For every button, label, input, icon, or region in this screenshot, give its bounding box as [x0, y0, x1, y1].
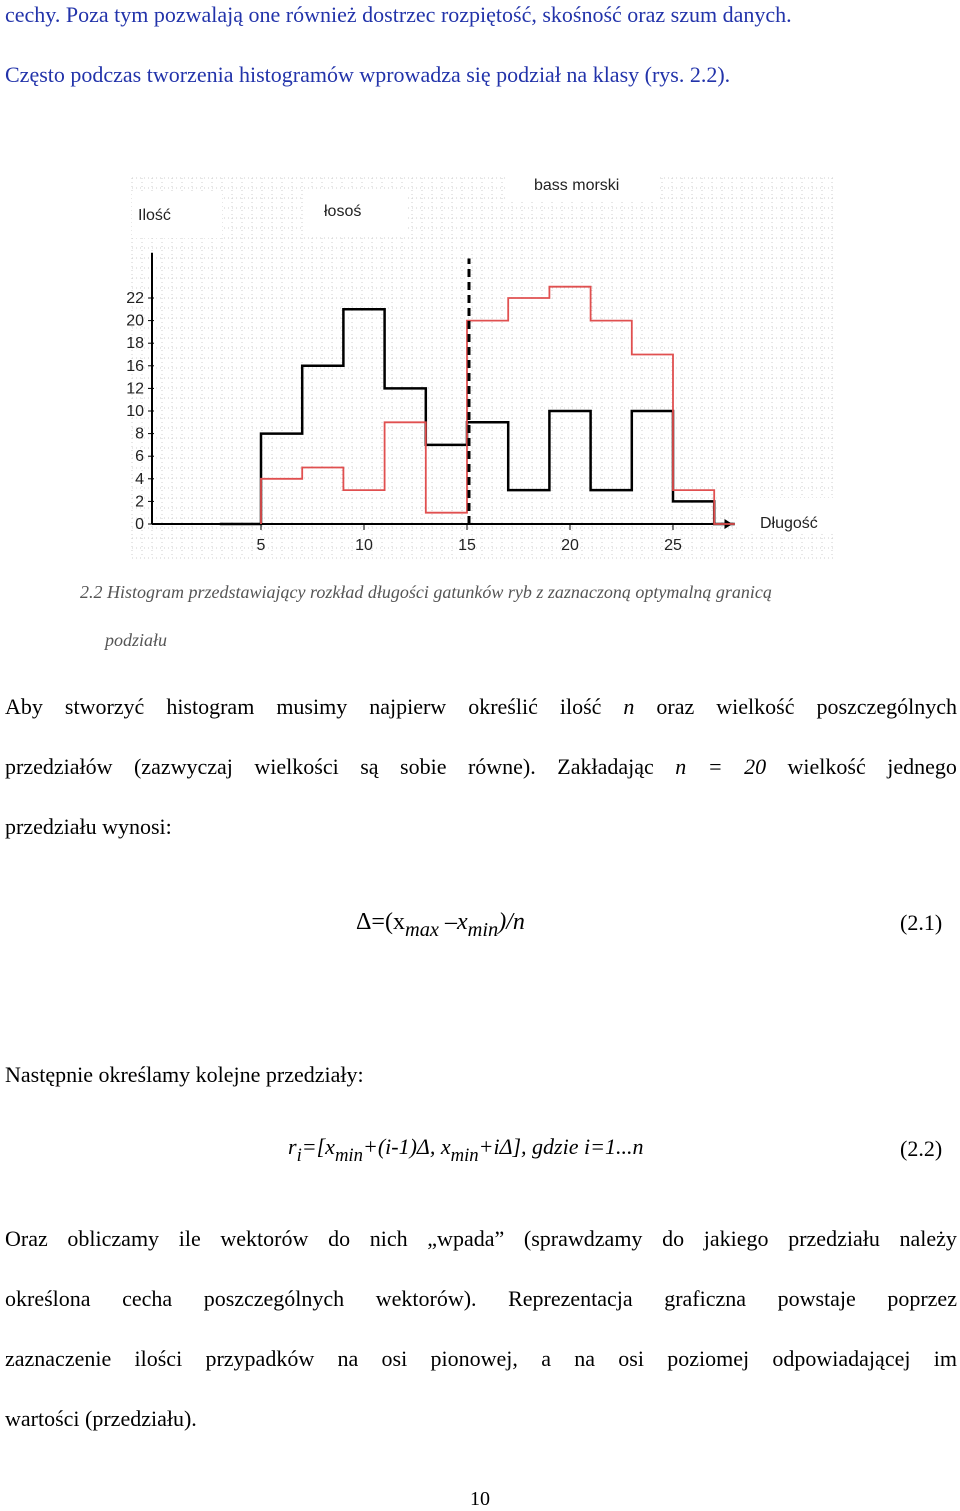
word: musimy [276, 694, 348, 719]
word: należy [899, 1226, 957, 1251]
formula-2-1 [356, 909, 525, 942]
paragraph-3-line-3 [5, 1346, 957, 1372]
y-tick-label: 10 [126, 403, 144, 420]
word: stworzyć [64, 694, 145, 719]
x-tick-label: 10 [355, 537, 373, 554]
word: „wpada” [427, 1226, 505, 1251]
word: wielkość [787, 754, 866, 779]
formula-2-2-number: (2.2) [900, 1136, 943, 1161]
paragraph-3-line-2 [5, 1286, 957, 1312]
word: n [675, 754, 687, 779]
line2-text: Często podczas tworzenia histogramów wprowadza się podział na klasy (rys. 2.2). [5, 62, 731, 87]
x-tick-label: 20 [561, 537, 579, 554]
series-line-salmon [220, 309, 735, 524]
text-line-2 [5, 62, 730, 88]
formula-2-2 [288, 1134, 644, 1166]
y-tick-label: 4 [135, 470, 144, 488]
word: osi [618, 1346, 644, 1371]
y-tick-label: 6 [135, 448, 144, 466]
formula1-part: Δ=(x [356, 909, 405, 935]
word: a [541, 1346, 551, 1371]
word: określona [5, 1286, 91, 1311]
word: określić [468, 694, 538, 719]
word: jakiego [703, 1226, 769, 1251]
word: ilości [134, 1346, 183, 1371]
x-tick-label: 5 [256, 537, 266, 554]
word: do [662, 1226, 685, 1251]
formula1-mid: –x [438, 909, 468, 935]
word: sobie [400, 754, 447, 779]
word: na [574, 1346, 595, 1371]
word: powstaje [777, 1286, 856, 1311]
word: Aby [5, 694, 43, 719]
y-tick-label: 16 [126, 357, 144, 375]
paragraph-1-line-1 [5, 694, 957, 720]
x-axis-label: Długość [760, 515, 818, 532]
word: są [360, 754, 379, 779]
word: oraz [656, 694, 695, 719]
paragraph-1-line-3: przedziału wynosi: [5, 814, 172, 839]
x-tick-label: 15 [458, 537, 476, 554]
formula2-r: r [288, 1134, 297, 1159]
word: poszczególnych [203, 1286, 345, 1311]
word: wielkość [716, 694, 795, 719]
word: 20 [744, 754, 767, 779]
word: obliczamy [67, 1226, 160, 1251]
y-axis-label: Ilość [138, 207, 171, 224]
formula2-sub-min-2: min [450, 1144, 479, 1166]
word: graficzna [664, 1286, 747, 1311]
formula1-sub-max: max [404, 919, 439, 942]
paragraph-2: Następnie określamy kolejne przedziały: [5, 1062, 364, 1087]
word: nich [369, 1226, 408, 1251]
word: Oraz [5, 1226, 48, 1251]
word: pionowej, [430, 1346, 518, 1371]
formula1-end: )/n [498, 909, 525, 935]
y-tick-label: 12 [126, 380, 144, 398]
word: = [707, 754, 723, 779]
histogram-chart [128, 172, 838, 564]
word: ilość [559, 694, 602, 719]
word: na [337, 1346, 359, 1371]
word: osi [381, 1346, 408, 1371]
formula2-sub-min-1: min [334, 1144, 363, 1166]
word: wektorów). [375, 1286, 477, 1311]
word: (zazwyczaj [133, 754, 233, 779]
word: do [328, 1226, 351, 1251]
word: odpowiadającej [772, 1346, 911, 1371]
y-tick-label: 2 [135, 493, 144, 511]
series-label-seabass: bass morski [534, 177, 620, 194]
formula2-b: +(i-1)Δ, x [362, 1134, 451, 1159]
formula2-a: =[x [301, 1134, 335, 1159]
paragraph-3-line-4: wartości (przedziału). [5, 1406, 197, 1431]
figure-caption-2: podziału [105, 630, 168, 650]
y-tick-label: 0 [135, 516, 144, 533]
word: Reprezentacja [508, 1286, 633, 1311]
series-label-salmon: łosoś [324, 203, 362, 220]
x-tick-label: 25 [664, 537, 682, 554]
word: cecha [122, 1286, 173, 1311]
line1-text: cechy. Poza tym pozwalają one również dostrzec rozpiętość, skośność oraz szum danych. [5, 2, 792, 27]
formula1-sub-min: min [467, 919, 499, 942]
y-tick-label: 20 [126, 312, 144, 330]
formula2-c: +iΔ], gdzie i=1...n [478, 1134, 644, 1159]
word: n [623, 694, 635, 719]
word: przedziałów [5, 754, 113, 779]
text-line-1 [5, 2, 792, 28]
word: przypadków [205, 1346, 315, 1371]
word: histogram [166, 694, 255, 719]
word: wielkości [254, 754, 339, 779]
word: poszczególnych [816, 694, 957, 719]
paragraph-1-line-2 [5, 754, 957, 780]
word: ile [178, 1226, 201, 1251]
word: im [933, 1346, 957, 1371]
word: zaznaczenie [5, 1346, 112, 1371]
y-tick-label: 8 [135, 425, 144, 443]
word: równe). [467, 754, 536, 779]
paragraph-3-line-1 [5, 1226, 957, 1252]
word: wektorów [220, 1226, 309, 1251]
word: (sprawdzamy [523, 1226, 643, 1251]
y-tick-label: 18 [126, 335, 144, 353]
word: Zakładając [557, 754, 654, 779]
formula-2-1-number: (2.1) [900, 910, 943, 935]
word: przedziału [788, 1226, 880, 1251]
formula2-sub-i: i [296, 1144, 302, 1166]
word: poprzez [887, 1286, 957, 1311]
page-number: 10 [470, 1488, 490, 1510]
word: poziomej [667, 1346, 750, 1371]
word: jednego [887, 754, 957, 779]
figure-caption-1: 2.2 Histogram przedstawiający rozkład długości gatunków ryb z zaznaczoną optymalną granicą [80, 582, 772, 602]
y-tick-label: 22 [126, 290, 144, 307]
word: najpierw [369, 694, 447, 719]
